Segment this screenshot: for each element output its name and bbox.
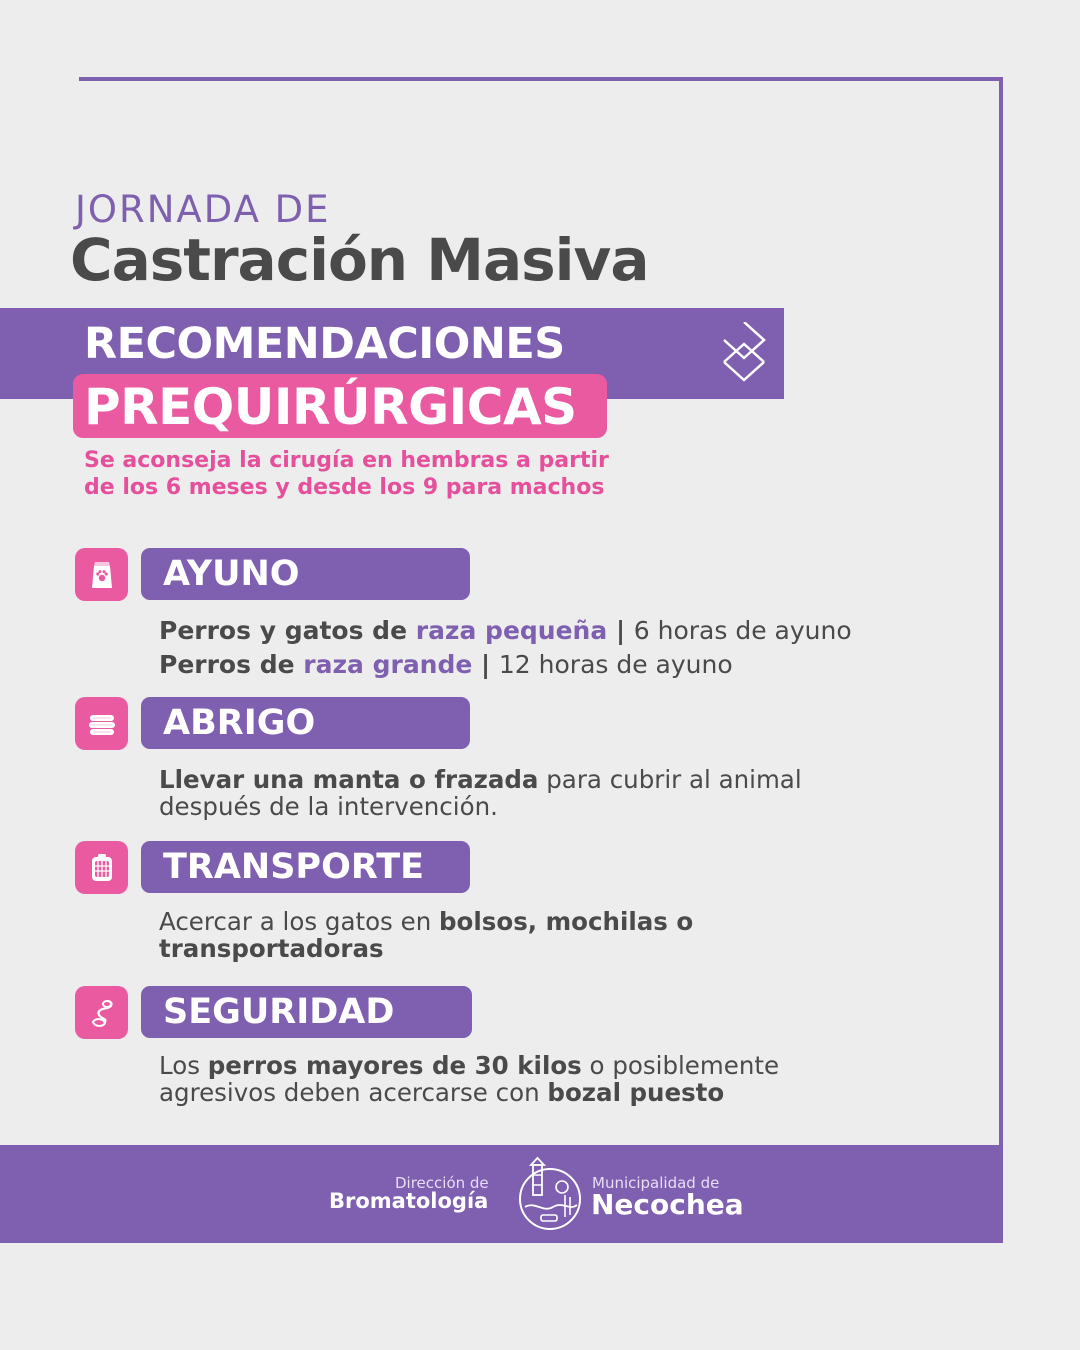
footer-right-big: Necochea xyxy=(591,1188,744,1221)
seguridad-bold2: bozal puesto xyxy=(547,1078,725,1107)
header-kicker: JORNADA DE xyxy=(75,188,331,231)
pet-food-bag-icon xyxy=(75,548,128,601)
section-title-seguridad: SEGURIDAD xyxy=(163,992,395,1032)
ayuno-line1-separator: | xyxy=(607,616,634,645)
footer-left-small: Dirección de xyxy=(395,1174,489,1192)
pet-carrier-icon xyxy=(75,841,128,894)
frame-top-border xyxy=(79,77,1003,81)
ayuno-line1-hours: 6 horas de ayuno xyxy=(633,616,852,645)
ayuno-line-small-breed xyxy=(159,614,879,648)
necochea-seal-icon xyxy=(517,1155,583,1231)
section-text-seguridad xyxy=(159,1052,879,1106)
note-line2: de los 6 meses y desde los 9 para machos xyxy=(84,475,605,500)
ayuno-line2-separator: | xyxy=(472,650,499,679)
footer-band xyxy=(0,1145,1003,1243)
double-chevron-down-icon xyxy=(722,322,766,388)
transporte-pre: Acercar a los gatos en xyxy=(159,907,440,936)
seguridad-bold1: perros mayores de 30 kilos xyxy=(207,1051,582,1080)
abrigo-line1 xyxy=(159,766,879,793)
ayuno-line1-breed: raza pequeña xyxy=(415,616,608,645)
seguridad-line1 xyxy=(159,1052,879,1079)
transporte-line2: transportadoras xyxy=(159,934,384,963)
banner-line1: RECOMENDACIONES xyxy=(84,319,565,369)
seguridad-line2 xyxy=(159,1079,879,1106)
abrigo-bold: Llevar una manta o frazada xyxy=(159,765,539,794)
leash-icon xyxy=(75,986,128,1039)
ayuno-line2-breed: raza grande xyxy=(303,650,473,679)
transporte-line1 xyxy=(159,908,879,935)
section-text-transporte xyxy=(159,908,879,962)
transporte-bold1: bolsos, mochilas o xyxy=(439,907,694,936)
banner-line2: PREQUIRÚRGICAS xyxy=(84,378,577,436)
ayuno-line1-subject: Perros y gatos de xyxy=(159,616,416,645)
seguridad-mid: o posiblemente xyxy=(581,1051,780,1080)
section-text-ayuno xyxy=(159,614,879,682)
folded-blankets-icon xyxy=(75,697,128,750)
abrigo-rest1: para cubrir al animal xyxy=(538,765,802,794)
page-title: Castración Masiva xyxy=(70,226,649,294)
abrigo-line2: después de la intervención. xyxy=(159,792,498,821)
footer-right-small: Municipalidad de xyxy=(592,1174,720,1192)
surgery-age-note xyxy=(84,447,684,501)
note-line1: Se aconseja la cirugía en hembras a partir xyxy=(84,448,609,473)
frame-right-border xyxy=(999,77,1003,1147)
section-title-ayuno: AYUNO xyxy=(163,554,300,594)
seguridad-pre: Los xyxy=(159,1051,208,1080)
ayuno-line2-hours: 12 horas de ayuno xyxy=(498,650,733,679)
section-title-abrigo: ABRIGO xyxy=(163,703,316,743)
ayuno-line2-subject: Perros de xyxy=(159,650,304,679)
section-title-transporte: TRANSPORTE xyxy=(163,847,424,887)
seguridad-line2-pre: agresivos deben acercarse con xyxy=(159,1078,548,1107)
section-text-abrigo xyxy=(159,766,879,820)
ayuno-line-large-breed xyxy=(159,648,879,682)
footer-left-big: Bromatología xyxy=(329,1189,489,1213)
